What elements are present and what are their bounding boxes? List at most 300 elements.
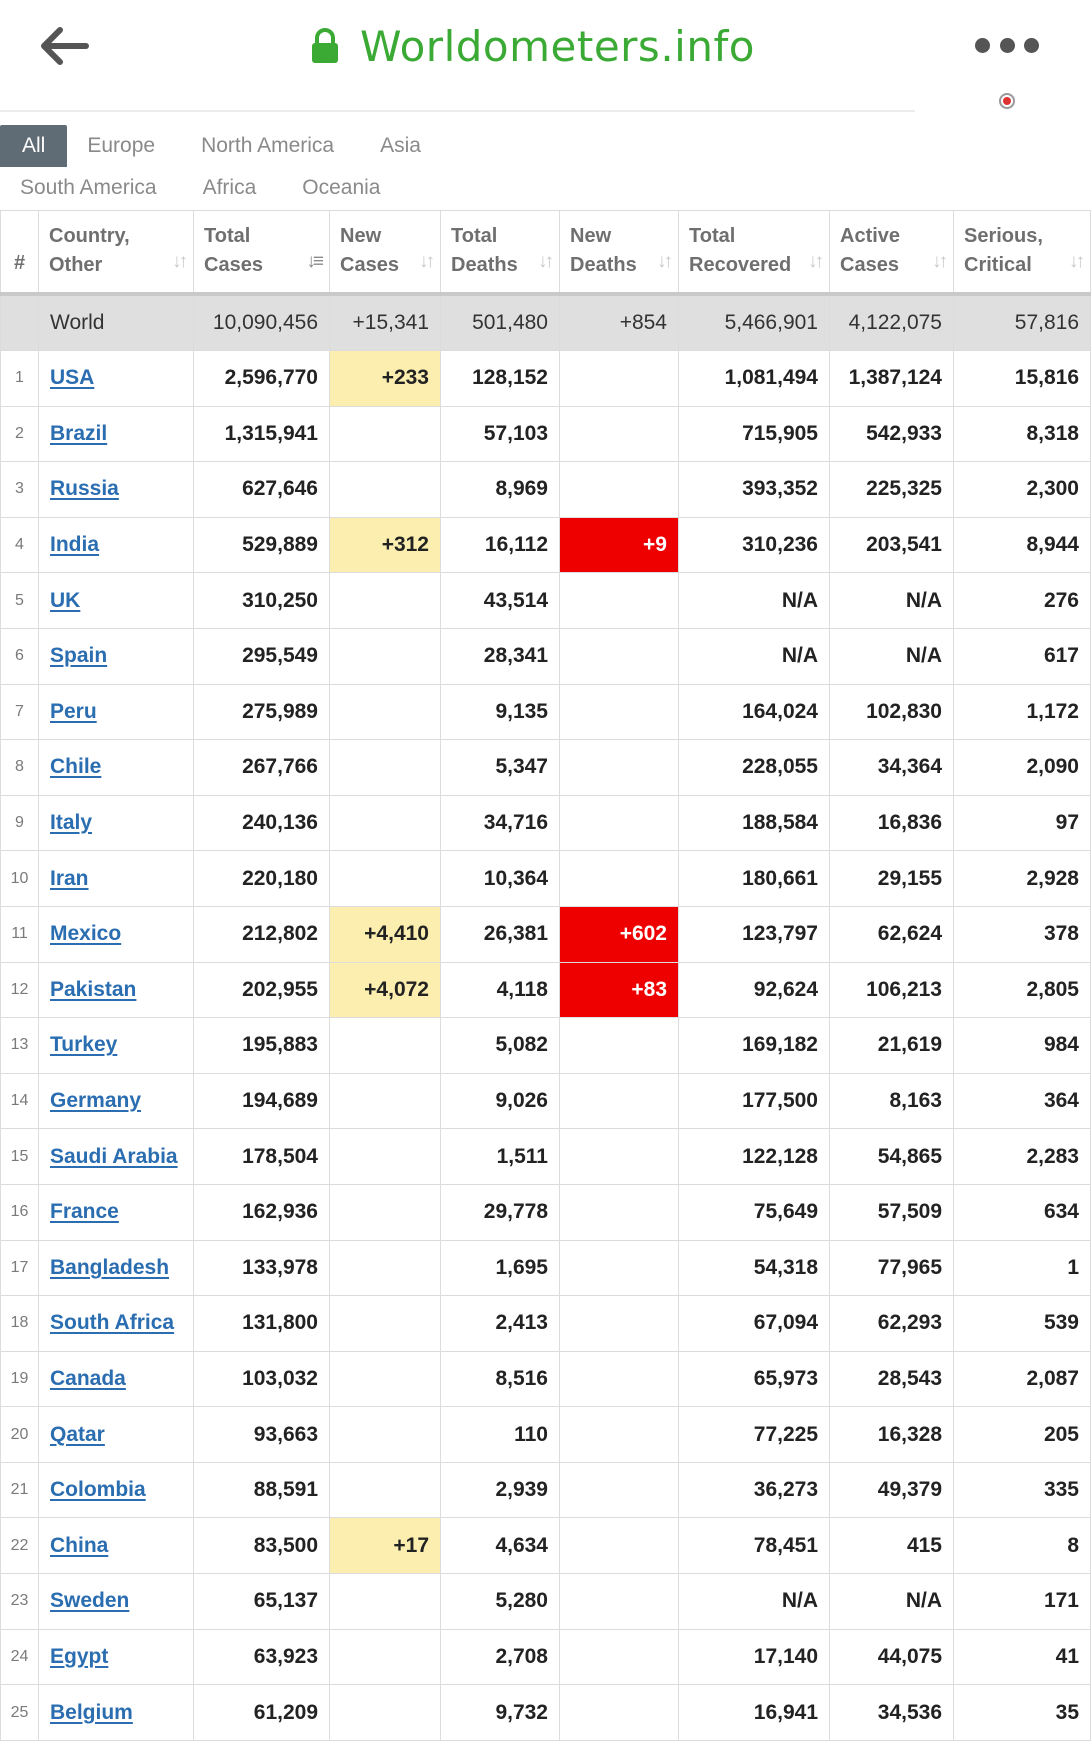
new-cases-cell [330,1296,441,1352]
serious-critical-cell: 1,172 [954,684,1091,740]
country-cell [39,351,194,407]
new-cases-cell: +4,072 [330,962,441,1018]
country-link[interactable]: UK [50,588,81,612]
serious-critical-cell: 41 [954,1629,1091,1685]
country-link[interactable]: Bangladesh [50,1255,170,1279]
serious-critical-cell: 171 [954,1574,1091,1630]
total-cases-cell: 2,596,770 [194,351,330,407]
header-total-cases-line2: Cases [204,254,263,277]
active-cases-cell: 57,509 [830,1184,954,1240]
total-recovered-cell: 92,624 [679,962,830,1018]
country-cell [39,1018,194,1074]
country-cell [39,740,194,796]
total-deaths-cell: 28,341 [441,628,560,684]
country-cell [39,1462,194,1518]
total-recovered-cell: N/A [679,628,830,684]
row-index: 14 [1,1073,39,1129]
country-link[interactable]: Italy [50,811,93,835]
total-recovered-cell: 17,140 [679,1629,830,1685]
row-index: 20 [1,1407,39,1463]
total-cases-cell: 220,180 [194,851,330,907]
total-recovered-cell: 78,451 [679,1518,830,1574]
total-recovered-cell: 122,128 [679,1129,830,1185]
total-recovered-cell: 177,500 [679,1073,830,1129]
row-index: 5 [1,573,39,629]
total-recovered-cell: 169,182 [679,1018,830,1074]
country-cell [39,517,194,573]
toolbar-divider [0,110,915,112]
serious-critical-cell: 35 [954,1685,1091,1741]
country-cell [39,573,194,629]
new-cases-cell [330,1351,441,1407]
serious-critical-cell: 539 [954,1296,1091,1352]
active-cases-cell: 44,075 [830,1629,954,1685]
active-cases-cell: N/A [830,628,954,684]
country-cell [39,1296,194,1352]
serious-critical-cell: 8,318 [954,406,1091,462]
total-cases-cell: 202,955 [194,962,330,1018]
table-row [1,740,1091,796]
country-link[interactable]: China [50,1533,109,1557]
total-cases-cell: 162,936 [194,1184,330,1240]
header-serious-critical-line1: Serious, [964,225,1043,248]
new-deaths-cell [560,1574,679,1630]
tab-asia[interactable]: Asia [380,134,421,157]
country-cell [39,1129,194,1185]
active-cases-cell: 203,541 [830,517,954,573]
header-country-line2: Other [49,254,103,277]
serious-critical-cell: 2,087 [954,1351,1091,1407]
table-row [1,851,1091,907]
total-recovered-cell: 67,094 [679,1296,830,1352]
total-recovered-cell: 54,318 [679,1240,830,1296]
table-header-row [1,211,1091,294]
active-cases-cell: 54,865 [830,1129,954,1185]
country-cell [39,462,194,518]
serious-critical-cell: 205 [954,1407,1091,1463]
table-row [1,1407,1091,1463]
header-total-cases[interactable] [194,211,330,294]
new-cases-cell [330,1240,441,1296]
country-cell [39,1351,194,1407]
total-deaths-cell: 5,280 [441,1574,560,1630]
row-index: 21 [1,1462,39,1518]
serious-critical-cell: 378 [954,906,1091,962]
header-active-cases[interactable] [830,211,954,294]
country-link[interactable]: Chile [50,755,102,779]
table-row [1,684,1091,740]
table-row [1,795,1091,851]
total-deaths-cell: 4,634 [441,1518,560,1574]
country-link[interactable]: Turkey [50,1033,118,1057]
serious-critical-cell: 1 [954,1240,1091,1296]
total-cases-cell: 178,504 [194,1129,330,1185]
serious-critical-cell: 15,816 [954,351,1091,407]
country-link[interactable]: Pakistan [50,977,137,1001]
row-index: 16 [1,1184,39,1240]
new-deaths-cell [560,1629,679,1685]
total-deaths-cell: 8,516 [441,1351,560,1407]
tab-all[interactable]: All [0,125,67,167]
table-row [1,628,1091,684]
new-deaths-cell: +83 [560,962,679,1018]
header-total-deaths-line2: Deaths [451,254,518,277]
world-new-cases: +15,341 [330,294,441,351]
new-cases-cell [330,406,441,462]
total-deaths-cell: 110 [441,1407,560,1463]
serious-critical-cell: 2,300 [954,462,1091,518]
total-deaths-cell: 2,413 [441,1296,560,1352]
table-row [1,406,1091,462]
active-cases-cell: 542,933 [830,406,954,462]
serious-critical-cell: 335 [954,1462,1091,1518]
country-link[interactable]: Brazil [50,421,108,445]
new-cases-cell [330,684,441,740]
world-total-recovered: 5,466,901 [679,294,830,351]
new-deaths-cell [560,1351,679,1407]
new-deaths-cell [560,628,679,684]
url-text: Worldometers.info [360,21,755,71]
country-cell [39,906,194,962]
total-cases-cell: 63,923 [194,1629,330,1685]
total-deaths-cell: 8,969 [441,462,560,518]
lock-icon [310,27,340,65]
country-cell [39,1574,194,1630]
active-cases-cell: 34,364 [830,740,954,796]
table-row [1,1518,1091,1574]
tab-south-america[interactable]: South America [20,176,157,199]
world-serious-critical: 57,816 [954,294,1091,351]
table-row [1,1462,1091,1518]
total-cases-cell: 83,500 [194,1518,330,1574]
header-active-cases-line1: Active [840,225,901,248]
sort-icon[interactable]: ↓↑ [1069,250,1082,272]
active-cases-cell: N/A [830,1574,954,1630]
total-deaths-cell: 1,695 [441,1240,560,1296]
new-deaths-cell [560,1462,679,1518]
total-cases-cell: 194,689 [194,1073,330,1129]
total-deaths-cell: 10,364 [441,851,560,907]
row-index: 9 [1,795,39,851]
header-country-line1: Country, [49,225,130,248]
sort-icon[interactable]: ↓↑ [808,250,821,272]
active-cases-cell: 16,836 [830,795,954,851]
sort-icon[interactable]: ↓↑ [419,250,432,272]
country-link[interactable]: France [50,1200,119,1224]
serious-critical-cell: 984 [954,1018,1091,1074]
header-serious-critical-line2: Critical [964,254,1032,277]
total-cases-cell: 61,209 [194,1685,330,1741]
total-cases-cell: 275,989 [194,684,330,740]
serious-critical-cell: 276 [954,573,1091,629]
sort-icon[interactable]: ↓↑ [932,250,945,272]
tab-north-america[interactable]: North America [201,134,335,157]
new-deaths-cell [560,1240,679,1296]
row-index: 17 [1,1240,39,1296]
new-cases-cell [330,1629,441,1685]
row-index: 4 [1,517,39,573]
total-recovered-cell: 393,352 [679,462,830,518]
tab-europe[interactable]: Europe [87,134,156,157]
country-cell [39,406,194,462]
total-cases-cell: 103,032 [194,1351,330,1407]
total-recovered-cell: 16,941 [679,1685,830,1741]
row-index: 11 [1,906,39,962]
new-cases-cell [330,1574,441,1630]
row-index: 23 [1,1574,39,1630]
table-row [1,1129,1091,1185]
world-total-deaths: 501,480 [441,294,560,351]
table-row [1,1685,1091,1741]
active-cases-cell: 49,379 [830,1462,954,1518]
table-row [1,1018,1091,1074]
total-deaths-cell: 29,778 [441,1184,560,1240]
serious-critical-cell: 8,944 [954,517,1091,573]
country-cell [39,962,194,1018]
total-recovered-cell: 164,024 [679,684,830,740]
total-cases-cell: 65,137 [194,1574,330,1630]
total-deaths-cell: 5,347 [441,740,560,796]
new-deaths-cell [560,795,679,851]
country-link[interactable]: India [50,533,100,557]
new-deaths-cell [560,1296,679,1352]
header-serious-critical[interactable] [954,211,1091,294]
active-cases-cell: 62,293 [830,1296,954,1352]
table-row [1,351,1091,407]
new-cases-cell: +312 [330,517,441,573]
country-link[interactable]: Russia [50,477,119,501]
active-cases-cell: 21,619 [830,1018,954,1074]
table-row [1,1629,1091,1685]
total-deaths-cell: 16,112 [441,517,560,573]
new-cases-cell: +233 [330,351,441,407]
new-deaths-cell: +602 [560,906,679,962]
new-cases-cell [330,795,441,851]
serious-critical-cell: 8 [954,1518,1091,1574]
tab-africa[interactable]: Africa [202,176,257,199]
total-deaths-cell: 9,026 [441,1073,560,1129]
total-recovered-cell: 310,236 [679,517,830,573]
new-cases-cell [330,573,441,629]
covid-table [0,210,1091,1741]
total-cases-cell: 195,883 [194,1018,330,1074]
active-cases-cell: 1,387,124 [830,351,954,407]
active-cases-cell: 415 [830,1518,954,1574]
total-deaths-cell: 9,135 [441,684,560,740]
total-cases-cell: 240,136 [194,795,330,851]
new-deaths-cell [560,351,679,407]
active-cases-cell: 106,213 [830,962,954,1018]
active-cases-cell: 28,543 [830,1351,954,1407]
new-cases-cell [330,851,441,907]
total-cases-cell: 133,978 [194,1240,330,1296]
country-link[interactable]: Egypt [50,1644,109,1668]
country-cell [39,628,194,684]
sort-desc-icon[interactable]: ↓≡ [306,250,321,272]
world-index [1,294,39,351]
country-link[interactable]: Sweden [50,1589,130,1613]
header-index: # [1,211,39,294]
row-index: 19 [1,1351,39,1407]
new-deaths-cell [560,740,679,796]
new-cases-cell [330,1685,441,1741]
header-new-deaths-line1: New [570,225,612,248]
row-index: 22 [1,1518,39,1574]
row-index: 15 [1,1129,39,1185]
country-link[interactable]: USA [50,366,95,390]
sort-icon[interactable]: ↓↑ [538,250,551,272]
table-row [1,1351,1091,1407]
header-country[interactable] [39,211,194,294]
country-link[interactable]: South Africa [50,1311,175,1335]
row-index: 10 [1,851,39,907]
new-deaths-cell [560,462,679,518]
total-cases-cell: 212,802 [194,906,330,962]
total-recovered-cell: 715,905 [679,406,830,462]
active-cases-cell: 62,624 [830,906,954,962]
header-total-recovered[interactable] [679,211,830,294]
sort-icon[interactable]: ↓↑ [172,250,185,272]
new-cases-cell [330,1462,441,1518]
world-total-cases: 10,090,456 [194,294,330,351]
total-cases-cell: 529,889 [194,517,330,573]
new-deaths-cell [560,1518,679,1574]
header-total-deaths-line1: Total [451,225,498,248]
covid-table-container[interactable] [0,210,1082,1739]
country-link[interactable]: Peru [50,699,97,723]
header-total-deaths[interactable] [441,211,560,294]
country-cell [39,1240,194,1296]
total-recovered-cell: 228,055 [679,740,830,796]
row-index: 8 [1,740,39,796]
recording-indicator-icon [999,93,1015,109]
total-cases-cell: 295,549 [194,628,330,684]
header-new-deaths-line2: Deaths [570,254,637,277]
country-link[interactable]: Spain [50,644,108,668]
active-cases-cell: N/A [830,573,954,629]
new-cases-cell: +4,410 [330,906,441,962]
country-cell [39,1518,194,1574]
new-cases-cell [330,1073,441,1129]
new-cases-cell [330,1129,441,1185]
total-deaths-cell: 2,708 [441,1629,560,1685]
total-cases-cell: 627,646 [194,462,330,518]
new-cases-cell [330,1184,441,1240]
total-recovered-cell: 188,584 [679,795,830,851]
total-deaths-cell: 26,381 [441,906,560,962]
new-cases-cell [330,462,441,518]
table-row [1,517,1091,573]
world-active-cases: 4,122,075 [830,294,954,351]
total-cases-cell: 131,800 [194,1296,330,1352]
table-row [1,1240,1091,1296]
total-deaths-cell: 2,939 [441,1462,560,1518]
active-cases-cell: 34,536 [830,1685,954,1741]
new-deaths-cell [560,1184,679,1240]
new-deaths-cell [560,1018,679,1074]
new-deaths-cell [560,684,679,740]
country-link[interactable]: Mexico [50,922,122,946]
row-index: 2 [1,406,39,462]
total-deaths-cell: 43,514 [441,573,560,629]
total-recovered-cell: 123,797 [679,906,830,962]
total-recovered-cell: 1,081,494 [679,351,830,407]
row-index: 25 [1,1685,39,1741]
table-row [1,1296,1091,1352]
more-dots-icon[interactable] [975,34,1039,56]
region-tabs-row-2 [0,167,400,209]
total-cases-cell: 93,663 [194,1407,330,1463]
row-index: 13 [1,1018,39,1074]
country-cell [39,851,194,907]
serious-critical-cell: 634 [954,1184,1091,1240]
row-index: 24 [1,1629,39,1685]
row-index: 18 [1,1296,39,1352]
new-deaths-cell [560,1407,679,1463]
total-recovered-cell: N/A [679,573,830,629]
active-cases-cell: 16,328 [830,1407,954,1463]
country-link[interactable]: Iran [50,866,89,890]
active-cases-cell: 225,325 [830,462,954,518]
serious-critical-cell: 617 [954,628,1091,684]
new-deaths-cell: +9 [560,517,679,573]
header-total-cases-line1: Total [204,225,251,248]
country-link[interactable]: Canada [50,1366,126,1390]
new-cases-cell [330,1018,441,1074]
total-recovered-cell: 75,649 [679,1184,830,1240]
active-cases-cell: 8,163 [830,1073,954,1129]
country-cell [39,1685,194,1741]
country-link[interactable]: Colombia [50,1478,146,1502]
new-cases-cell: +17 [330,1518,441,1574]
active-cases-cell: 77,965 [830,1240,954,1296]
header-new-deaths[interactable] [560,211,679,294]
new-deaths-cell [560,406,679,462]
total-recovered-cell: 77,225 [679,1407,830,1463]
row-index: 6 [1,628,39,684]
address-bar[interactable] [0,18,1065,74]
header-new-cases[interactable] [330,211,441,294]
new-cases-cell [330,628,441,684]
table-row [1,462,1091,518]
country-cell [39,684,194,740]
country-link[interactable]: Germany [50,1089,142,1113]
country-link[interactable]: Belgium [50,1700,133,1724]
serious-critical-cell: 2,805 [954,962,1091,1018]
total-recovered-cell: 180,661 [679,851,830,907]
country-cell [39,1629,194,1685]
total-cases-cell: 1,315,941 [194,406,330,462]
tab-oceania[interactable]: Oceania [302,176,381,199]
country-link[interactable]: Qatar [50,1422,105,1446]
sort-icon[interactable]: ↓↑ [657,250,670,272]
total-recovered-cell: 36,273 [679,1462,830,1518]
serious-critical-cell: 2,283 [954,1129,1091,1185]
total-recovered-cell: 65,973 [679,1351,830,1407]
world-label: World [39,294,194,351]
total-deaths-cell: 57,103 [441,406,560,462]
row-index: 3 [1,462,39,518]
browser-toolbar [0,0,1065,110]
new-deaths-cell [560,851,679,907]
table-row [1,1184,1091,1240]
country-link[interactable]: Saudi Arabia [50,1144,178,1168]
serious-critical-cell: 97 [954,795,1091,851]
header-active-cases-line2: Cases [840,254,899,277]
active-cases-cell: 29,155 [830,851,954,907]
total-recovered-cell: N/A [679,1574,830,1630]
world-total-row [1,294,1091,351]
